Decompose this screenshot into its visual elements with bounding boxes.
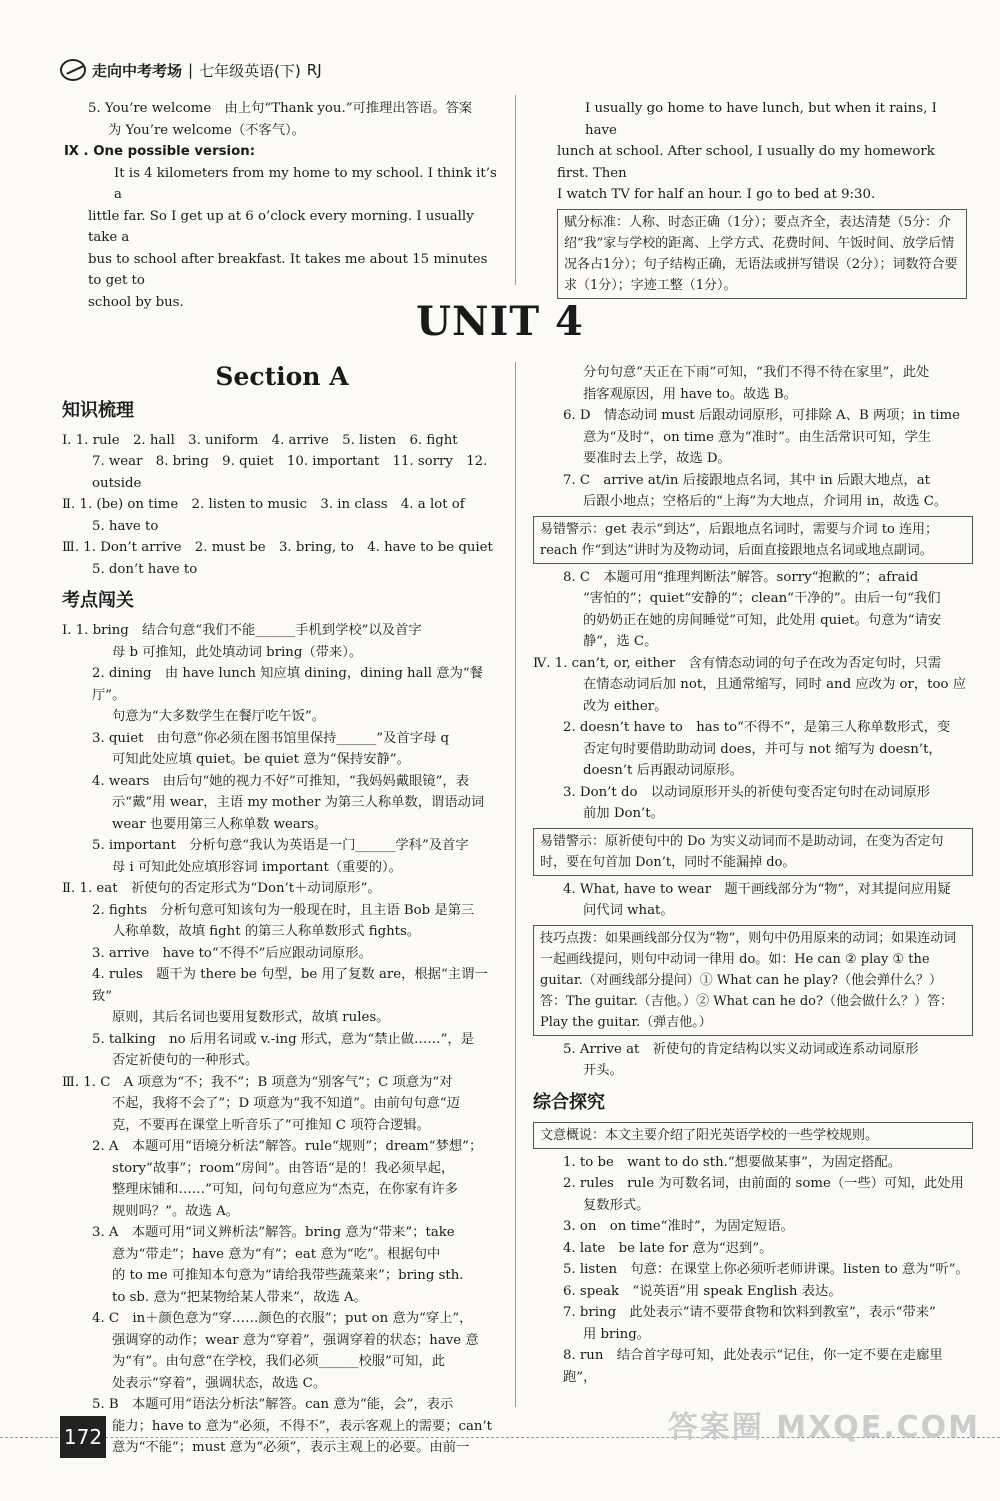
answer-line: 整理床铺和……”可知，问句句意应为“杰克，在你家有许多 <box>112 1182 459 1197</box>
answer-line: Ⅲ. 1. Don’t arrive 2. must be 3. bring, to 4. have to be quiet <box>62 540 493 555</box>
right-column <box>533 362 973 1388</box>
summary-box: 文意概说：本文主要介绍了阳光英语学校的一些学校规则。 <box>533 1122 973 1149</box>
answer-line: 为“有”。由句意“在学校，我们必须______校服”可知，此 <box>112 1354 446 1369</box>
answer-line: 后跟小地点；空格后的“上海”为大地点，介词用 in，故选 C。 <box>583 494 948 509</box>
answer-line: Ⅱ. 1. (be) on time 2. listen to music 3. in class 4. a lot of <box>62 497 465 512</box>
page-header <box>60 56 322 84</box>
page-number: 172 <box>60 1416 106 1458</box>
answer-line: 5. don’t have to <box>92 561 198 577</box>
answer-line: to sb. 意为“把某物给某人带来”，故选 A。 <box>112 1289 367 1305</box>
answer-line: story“故事”；room“房间”。由答语“是的！我必须早起， <box>112 1160 455 1176</box>
answer-line: 的奶奶正在她的房间睡觉”可知，此处用 quiet。句意为“请安 <box>583 612 942 628</box>
answer-line: 2. dining 由 have lunch 知应填 dining，dining hall 意为“餐厅”。 <box>92 666 483 703</box>
answer-line: wear 也要用第三人称单数 wears。 <box>112 816 328 832</box>
answer-line: Ⅰ. 1. rule 2. hall 3. uniform 4. arrive 5. listen 6. fight <box>62 432 458 448</box>
answer-line: 5. listen 句意：在课堂上你必须听老师讲课。listen to 意为“听”。 <box>563 1262 969 1277</box>
answer-line: 人称单数，故填 fight 的第三人称单数形式 fights。 <box>112 924 421 939</box>
answer-line: 句意为“大多数学生在餐厅吃午饭”。 <box>112 709 326 724</box>
answer-line: 处表示“穿着”，强调状态，故选 C。 <box>112 1375 327 1391</box>
answer-line: 问代词 what。 <box>583 903 674 918</box>
essay-line: lunch at school. After school, I usually do my homework first. Then <box>557 144 935 181</box>
tip-box-1: 易错警示：get 表示“到达”，后跟地点名词时，需要与介词 to 连用；reach 作“到达”讲时为及物动词，后面直接跟地点名词或地点副词。 <box>533 516 973 564</box>
answer-line: 指客观原因，用 have to。故选 B。 <box>583 386 797 402</box>
answer-line: 4. What, have to wear 题干画线部分为“物”，对其提问应用疑 <box>563 881 951 897</box>
answer-line: 6. speak “说英语”用 speak English 表达。 <box>563 1283 842 1299</box>
heading-knowledge: 知识梳理 <box>62 399 134 421</box>
answer-line: “害怕的”；quiet“安静的”；clean“干净的”。由后一句“我们 <box>583 591 941 606</box>
answer-line: 开头。 <box>583 1063 623 1078</box>
answer-line: doesn’t 后再跟动词原形。 <box>583 763 743 778</box>
watermark: 答案圈 MXQE.COM <box>667 1410 980 1445</box>
left-column <box>62 360 502 1459</box>
answer-line: 6. D 情态动词 must 后跟动词原形，可排除 A、B 两项；in time <box>563 408 960 423</box>
answer-line: 的 to me 可推知本句意为“请给我带些蔬菜来”；bring sth. <box>112 1268 464 1283</box>
answer-line: 示“戴”用 wear，主语 my mother 为第三人称单数，谓语动词 <box>112 795 485 810</box>
column-divider <box>515 362 516 1407</box>
answer-line: 2. fights 分析句意可知该句为一般现在时，且主语 Bob 是第三 <box>92 902 475 918</box>
text-line: 为 You’re welcome（不客气）。 <box>108 122 305 138</box>
edition: RJ <box>306 61 322 79</box>
answer-line: 可知此处应填 quiet。be quiet 意为“保持安静”。 <box>112 752 410 767</box>
essay-line: bus to school after breakfast. It takes me about 15 minutes to get to <box>88 251 488 288</box>
answer-line: 5. have to <box>92 518 159 534</box>
answer-line: 3. Don’t do 以动词原形开头的祈使句变否定句时在动词原形 <box>563 784 930 800</box>
brand-logo-icon <box>60 59 86 81</box>
text-line: 5. You’re welcome 由上句“Thank you.”可推理出答语。答案 <box>88 101 473 116</box>
essay-line: I usually go home to have lunch, but when it rains, I have <box>585 101 937 138</box>
column-divider <box>515 95 516 285</box>
answer-line: 8. C 本题可用“推理判断法”解答。sorry“抱歉的”；afraid <box>563 569 919 585</box>
answer-line: 用 bring。 <box>583 1326 651 1342</box>
answer-line: 分句句意“天正在下雨”可知，“我们不得不待在家里”，此处 <box>583 365 930 380</box>
answer-line: 3. arrive have to“不得不”后应跟动词原形。 <box>92 945 372 961</box>
scoring-criteria-box: 赋分标准：人称、时态正确（1分）；要点齐全，表达清楚（5分：介绍“我”家与学校的距离、上学方式、花费时间、午饭时间、放学后情况各占1分）；句子结构正确，无语法或拼写错误（2分）；词数符合要求（1分）；字迹工整（1分）。 <box>557 209 967 299</box>
answer-line: 7. wear 8. bring 9. quiet 10. important 11. sorry 12. outside <box>92 454 488 491</box>
answer-line: 3. quiet 由句意“你必须在图书馆里保持______”及首字母 q <box>92 730 450 746</box>
answer-line: 改为 either。 <box>583 698 668 714</box>
answer-line: 1. to be want to do sth.“想要做某事”，为固定搭配。 <box>563 1154 902 1170</box>
answer-line: 意为“不能”；must 意为“必须”，表示主观上的必要。由前一 <box>112 1440 470 1455</box>
answer-line: Ⅰ. 1. bring 结合句意“我们不能______手机到学校”以及首字 <box>62 623 422 638</box>
answer-line: 2. doesn’t have to has to“不得不”，是第三人称单数形式，变 <box>563 720 951 735</box>
top-right-column <box>557 98 967 302</box>
answer-line: 能力；have to 意为“必须，不得不”，表示客观上的需要；can’t <box>112 1418 493 1434</box>
answer-line: 意为“带走”；have 意为“有”；eat 意为“吃”。根据句中 <box>112 1246 441 1262</box>
answer-line: 原则，其后名词也要用复数形式，故填 rules。 <box>112 1010 390 1025</box>
top-left-column <box>64 98 498 313</box>
answer-line: Ⅱ. 1. eat 祈使句的否定形式为“Don’t＋动词原形”。 <box>62 881 381 896</box>
answer-line: 4. wears 由后句“她的视力不好”可推知，“我妈妈戴眼镜”，表 <box>92 773 469 789</box>
essay-line: It is 4 kilometers from my home to my school. I think it’s a <box>114 165 497 202</box>
answer-line: 强调穿的动作；wear 意为“穿着”，强调穿着的状态；have 意 <box>112 1332 479 1348</box>
answer-line: 4. rules 题干为 there be 句型，be 用了复数 are，根据“主谓一致” <box>92 967 488 1004</box>
answer-line: 要准时去上学，故选 D。 <box>583 451 731 466</box>
section-title: Section A <box>215 362 349 391</box>
tip-box-2: 易错警示：原祈使句中的 Do 为实义动词而不是助动词，在变为否定句时，要在句首加 Don’t，同时不能漏掉 do。 <box>533 828 973 876</box>
essay-line: school by bus. <box>88 294 184 310</box>
answer-line: 3. on on time“准时”，为固定短语。 <box>563 1219 794 1234</box>
section-heading: Ⅸ . One possible version: <box>64 144 256 159</box>
answer-line: 8. run 结合首字母可知，此处表示“记住，你一定不要在走廊里跑”， <box>563 1348 943 1385</box>
book-title: 七年级英语(下) <box>199 61 301 80</box>
answer-line: 静”，选 C。 <box>583 634 658 649</box>
header-divider: | <box>188 61 194 79</box>
heading-exam-points: 考点闯关 <box>62 590 134 611</box>
answer-line: 意为“及时”，on time 意为“准时”。由生活常识可知，学生 <box>583 429 932 445</box>
answer-line: 5. B 本题可用“语法分析法”解答。can 意为“能，会”，表示 <box>92 1397 454 1412</box>
answer-line: 5. important 分析句意“我认为英语是一门______学科”及首字 <box>92 838 469 853</box>
answer-line: 在情态动词后加 not，且通常缩写，同时 and 应改为 or，too 应 <box>583 677 966 692</box>
brand-name: 走向中考考场 <box>92 61 183 80</box>
exam-points-list <box>62 620 502 1459</box>
essay-line: little far. So I get up at 6 o’clock every morning. I usually take a <box>88 208 474 245</box>
answer-line: 规则吗？”。故选 A。 <box>112 1203 240 1219</box>
answer-line: 4. late be late for 意为“迟到”。 <box>563 1240 773 1256</box>
answer-line: 前加 Don’t。 <box>583 806 664 821</box>
tip-box-3: 技巧点拨：如果画线部分仅为“物”，则句中仍用原来的动词；如果连动词一起画线提问，则句中动词一律用 do。如：He can ② play ① the guitar.（对画线部分提问）① What can he play?（他会弹什么？）答：The guitar.（吉他。）② What can he do?（他会做什么？）答：Play the guitar.（弹吉他。） <box>533 925 973 1036</box>
answer-line: 7. C arrive at/in 后接跟地点名词，其中 in 后跟大地点，at <box>563 472 930 488</box>
answer-line: 5. talking no 后用名词或 v.-ing 形式，意为“禁止做……”，是 <box>92 1031 474 1047</box>
answer-line: 否定句时要借助助动词 does，并可与 not 缩写为 doesn’t， <box>583 741 942 757</box>
answer-line: 不起，我将不会了”；D 项意为“我不知道”。由前句句意“迈 <box>112 1096 460 1111</box>
answer-line: 复数形式。 <box>583 1197 650 1213</box>
answer-line: 3. A 本题可用“词义辨析法”解答。bring 意为“带来”；take <box>92 1225 455 1240</box>
answer-line: 母 b 可推知，此处填动词 bring（带来）。 <box>112 644 363 660</box>
answer-line: 2. rules rule 为可数名词，由前面的 some（一些）可知，此处用 <box>563 1176 964 1191</box>
answer-line: Ⅲ. 1. C A 项意为“不；我不”；B 项意为“别客气”；C 项意为“对 <box>62 1074 453 1090</box>
essay-line: I watch TV for half an hour. I go to bed at 9:30. <box>557 187 876 202</box>
answer-line: 4. C in＋颜色意为“穿……颜色的衣服”；put on 意为“穿上”， <box>92 1311 473 1326</box>
answer-line: 2. A 本题可用“语境分析法”解答。rule“规则”；dream“梦想”； <box>92 1139 483 1154</box>
unit-title: UNIT 4 <box>416 298 584 345</box>
answer-line: 7. bring 此处表示“请不要带食物和饮料到教室”，表示“带来” <box>563 1305 936 1320</box>
heading-comprehensive: 综合探究 <box>533 1091 605 1113</box>
answer-line: 克，不要再在课堂上听音乐了”可推知 C 项符合逻辑。 <box>112 1117 430 1133</box>
answer-line: 否定祈使句的一种形式。 <box>112 1053 259 1068</box>
answer-line: Ⅳ. 1. can’t, or, either 含有情态动词的句子在改为否定句时，只需 <box>533 655 942 671</box>
answer-line: 5. Arrive at 祈使句的肯定结构以实义动词或连系动词原形 <box>563 1041 919 1057</box>
answer-line: 母 i 可知此处应填形容词 important（重要的）。 <box>112 859 402 875</box>
